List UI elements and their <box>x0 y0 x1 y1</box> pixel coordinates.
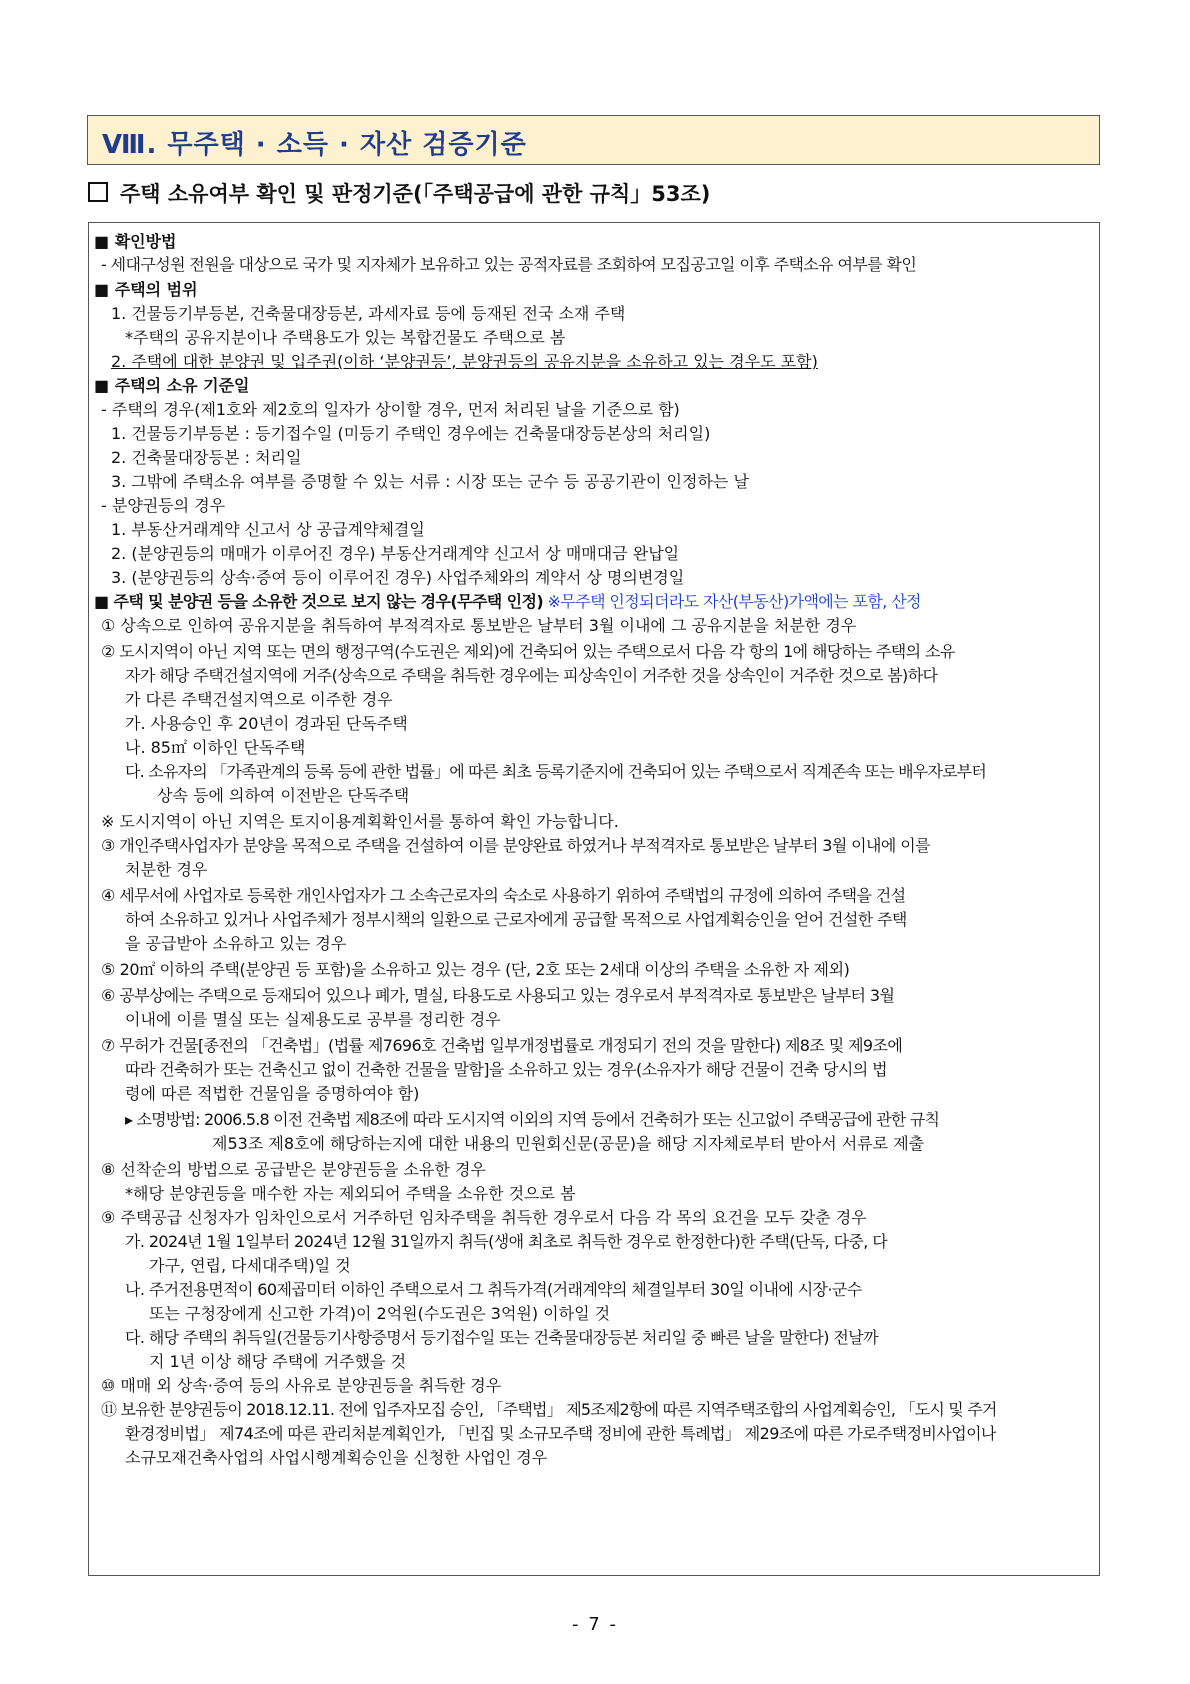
text-line: 가. 2024년 1월 1일부터 2024년 12월 31일까지 취득(생애 최초로 취득한 경우로 한정한다)한 주택(단독, 다중, 다 <box>125 1232 888 1251</box>
text-line: 가구, 연립, 다세대주택)일 것 <box>149 1256 351 1275</box>
text-line: 2. (분양권등의 매매가 이루어진 경우) 부동산거래계약 신고서 상 매매대금 완납일 <box>111 544 680 563</box>
content-box <box>88 222 1100 1576</box>
text-line: 자가 해당 주택건설지역에 거주(상속으로 주택을 취득한 경우에는 피상속인이 거주한 것을 상속인이 거주한 것으로 봄)하다 <box>125 666 938 685</box>
text-line: 3. 그밖에 주택소유 여부를 증명할 수 있는 서류 : 시장 또는 군수 등 공공기관이 인정하는 날 <box>111 472 749 491</box>
text-line: 1. 건물등기부등본, 건축물대장등본, 과세자료 등에 등재된 전국 소재 주택 <box>111 304 626 323</box>
text-line: 다. 해당 주택의 취득일(건물등기사항증명서 등기접수일 또는 건축물대장등본 처리일 중 빠른 날을 말한다) 전날까 <box>125 1328 878 1347</box>
text-line: 1. 부동산거래계약 신고서 상 공급계약체결일 <box>111 520 425 539</box>
list-item: ⑧ 선착순의 방법으로 공급받은 분양권등을 소유한 경우 <box>101 1160 486 1179</box>
text-line: 이내에 이를 멸실 또는 실제용도로 공부를 정리한 경우 <box>125 1010 501 1029</box>
text-line: 2. 주택에 대한 분양권 및 입주권(이하 ‘분양권등’, 분양권등의 공유지분을 소유하고 있는 경우도 포함) <box>111 352 818 371</box>
list-item: ② 도시지역이 아닌 지역 또는 면의 행정구역(수도권은 제외)에 건축되어 있는 주택으로서 다음 각 항의 1에 해당하는 주택의 소유 <box>101 642 955 661</box>
list-item: ⑪ 보유한 분양권등이 2018.12.11. 전에 입주자모집 승인, 「주택법」 제5조제2항에 따른 지역주택조합의 사업계획승인, 「도시 및 주거 <box>101 1400 997 1419</box>
text-line: 가. 사용승인 후 20년이 경과된 단독주택 <box>125 714 408 733</box>
subheading-text: 주택 소유여부 확인 및 판정기준(「주택공급에 관한 규칙」53조) <box>120 182 711 206</box>
list-item: ④ 세무서에 사업자로 등록한 개인사업자가 그 소속근로자의 숙소로 사용하기 위하여 주택법의 규정에 의하여 주택을 건설 <box>101 886 906 905</box>
section-title-bar <box>87 115 1100 165</box>
list-item: ⑨ 주택공급 신청자가 임차인으로서 거주하던 임차주택을 취득한 경우로서 다음 각 목의 요건을 모두 갖춘 경우 <box>101 1208 867 1227</box>
page-number: - 7 - <box>572 1614 618 1635</box>
list-item: ⑤ 20㎡ 이하의 주택(분양권 등 포함)을 소유하고 있는 경우 (단, 2호 또는 2세대 이상의 주택을 소유한 자 제외) <box>101 960 850 979</box>
text-line: ▸ 소명방법: 2006.5.8 이전 건축법 제8조에 따라 도시지역 이외의 지역 등에서 건축허가 또는 신고없이 주택공급에 관한 규칙 <box>125 1110 940 1129</box>
heading-ownership-date: ■ 주택의 소유 기준일 <box>94 376 250 395</box>
text-line: 다. 소유자의 「가족관계의 등록 등에 관한 법률」에 따른 최초 등록기준지에 건축되어 있는 주택으로서 직계존속 또는 배우자로부터 <box>125 762 987 781</box>
text-line: 지 1년 이상 해당 주택에 거주했을 것 <box>149 1352 407 1371</box>
text-line: 상속 등에 의하여 이전받은 단독주택 <box>157 786 410 805</box>
text-line: 또는 구청장에게 신고한 가격)이 2억원(수도권은 3억원) 이하일 것 <box>149 1304 611 1323</box>
text-line: 따라 건축허가 또는 건축신고 없이 건축한 건물을 말함]을 소유하고 있는 경우(소유자가 해당 건물이 건축 당시의 법 <box>125 1060 887 1079</box>
text-line: 환경정비법」 제74조에 따른 관리처분계획인가, 「빈집 및 소규모주택 정비에 관한 특례법」 제29조에 따른 가로주택정비사업이나 <box>125 1424 996 1443</box>
text-line: *해당 분양권등을 매수한 자는 제외되어 주택을 소유한 것으로 봄 <box>125 1184 576 1203</box>
text-line: 나. 85㎡ 이하인 단독주택 <box>125 738 306 757</box>
heading-check-method: ■ 확인방법 <box>94 232 177 251</box>
text-line: 을 공급받아 소유하고 있는 경우 <box>125 934 347 953</box>
list-item: ① 상속으로 인하여 공유지분을 취득하여 부적격자로 통보받은 날부터 3월 이내에 그 공유지분을 처분한 경우 <box>101 616 857 635</box>
list-item: ⑩ 매매 외 상속·증여 등의 사유로 분양권등을 취득한 경우 <box>101 1376 502 1395</box>
list-item: ⑥ 공부상에는 주택으로 등재되어 있으나 폐가, 멸실, 타용도로 사용되고 있는 경우로서 부적격자로 통보받은 날부터 3월 <box>101 986 895 1005</box>
text-line: 소규모재건축사업의 사업시행계획승인을 신청한 사업인 경우 <box>125 1448 548 1467</box>
text-line: 나. 주거전용면적이 60제곱미터 이하인 주택으로서 그 취득가격(거래계약의 체결일부터 30일 이내에 시장·군수 <box>125 1280 862 1299</box>
text-line: 처분한 경우 <box>125 860 208 879</box>
list-item: ③ 개인주택사업자가 분양을 목적으로 주택을 건설하여 이를 분양완료 하였거나 부적격자로 통보받은 날부터 3월 이내에 이를 <box>101 836 930 855</box>
text-line: 가 다른 주택건설지역으로 이주한 경우 <box>125 690 393 709</box>
text-line: - 분양권등의 경우 <box>101 496 226 515</box>
heading-non-ownership-text: ■ 주택 및 분양권 등을 소유한 것으로 보지 않는 경우(무주택 인정) <box>94 592 544 611</box>
section-title: Ⅷ. 무주택 · 소득 · 자산 검증기준 <box>102 130 527 160</box>
text-line: 2. 건축물대장등본 : 처리일 <box>111 448 302 467</box>
text-line: 1. 건물등기부등본 : 등기접수일 (미등기 주택인 경우에는 건축물대장등본상의 처리일) <box>111 424 711 443</box>
checkbox-square-icon <box>88 182 108 202</box>
text-line: 제53조 제8호에 해당하는지에 대한 내용의 민원회신문(공문)을 해당 지자체로부터 받아서 서류로 제출 <box>212 1134 925 1153</box>
heading-non-ownership <box>94 592 921 612</box>
text-line: - 주택의 경우(제1호와 제2호의 일자가 상이할 경우, 먼저 처리된 날을 기준으로 함) <box>101 400 680 419</box>
text-line: *주택의 공유지분이나 주택용도가 있는 복합건물도 주택으로 봄 <box>125 328 566 347</box>
text-line: 하여 소유하고 있거나 사업주체가 정부시책의 일환으로 근로자에게 공급할 목적으로 사업계획승인을 얻어 건설한 주택 <box>125 910 907 929</box>
subheading <box>88 178 710 208</box>
heading-housing-scope: ■ 주택의 범위 <box>94 280 198 299</box>
list-item: ⑦ 무허가 건물[종전의 「건축법」(법률 제7696호 건축법 일부개정법률로 개정되기 전의 것을 말한다) 제8조 및 제9조에 <box>101 1036 903 1055</box>
note-line: ※ 도시지역이 아닌 지역은 토지이용계획확인서를 통하여 확인 가능합니다. <box>101 812 619 831</box>
note-asset-included: ※무주택 인정되더라도 자산(부동산)가액에는 포함, 산정 <box>547 592 921 611</box>
text-line: 령에 따른 적법한 건물임을 증명하여야 함) <box>125 1084 420 1103</box>
text-line: 3. (분양권등의 상속·증여 등이 이루어진 경우) 사업주체와의 계약서 상 명의변경일 <box>111 568 685 587</box>
text-line: - 세대구성원 전원을 대상으로 국가 및 지자체가 보유하고 있는 공적자료를 조회하여 모집공고일 이후 주택소유 여부를 확인 <box>101 255 917 274</box>
